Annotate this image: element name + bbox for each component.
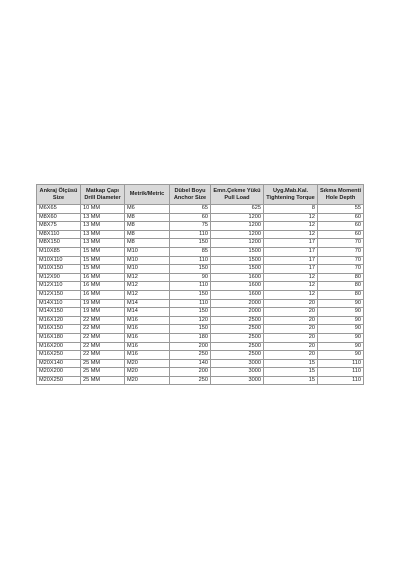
cell-tightening-torque: 12 bbox=[264, 282, 318, 291]
cell-hole-depth: 70 bbox=[318, 265, 364, 274]
header-anchor-size-line2: Anchor Size bbox=[173, 194, 207, 201]
anchor-spec-table bbox=[36, 184, 364, 385]
header-hole-depth bbox=[318, 185, 364, 205]
cell-hole-depth: 90 bbox=[318, 308, 364, 317]
cell-size: M10X85 bbox=[37, 247, 81, 256]
cell-hole-depth: 110 bbox=[318, 368, 364, 377]
cell-hole-depth: 70 bbox=[318, 256, 364, 265]
cell-tightening-torque: 12 bbox=[264, 222, 318, 231]
cell-tightening-torque: 20 bbox=[264, 308, 318, 317]
cell-size: M20X140 bbox=[37, 359, 81, 368]
cell-metric: M12 bbox=[125, 273, 170, 282]
cell-size: M8X150 bbox=[37, 239, 81, 248]
cell-metric: M8 bbox=[125, 222, 170, 231]
table-row bbox=[37, 256, 364, 265]
table-row bbox=[37, 290, 364, 299]
header-hole-depth-line1: Sıkma Momenti bbox=[319, 187, 362, 194]
cell-tightening-torque: 20 bbox=[264, 316, 318, 325]
cell-metric: M10 bbox=[125, 247, 170, 256]
header-size-line2: Size bbox=[52, 194, 65, 201]
table-row bbox=[37, 325, 364, 334]
cell-drill-diameter: 16 MM bbox=[81, 273, 125, 282]
cell-tightening-torque: 15 bbox=[264, 359, 318, 368]
cell-metric: M8 bbox=[125, 213, 170, 222]
cell-drill-diameter: 15 MM bbox=[81, 256, 125, 265]
cell-tightening-torque: 20 bbox=[264, 325, 318, 334]
cell-drill-diameter: 25 MM bbox=[81, 368, 125, 377]
table-row bbox=[37, 213, 364, 222]
cell-size: M12X90 bbox=[37, 273, 81, 282]
table-row bbox=[37, 308, 364, 317]
cell-metric: M14 bbox=[125, 308, 170, 317]
cell-size: M10X110 bbox=[37, 256, 81, 265]
cell-hole-depth: 60 bbox=[318, 222, 364, 231]
cell-size: M20X200 bbox=[37, 368, 81, 377]
cell-anchor-size: 150 bbox=[170, 325, 211, 334]
cell-size: M10X150 bbox=[37, 265, 81, 274]
cell-size: M16X180 bbox=[37, 333, 81, 342]
cell-drill-diameter: 25 MM bbox=[81, 376, 125, 385]
cell-tightening-torque: 12 bbox=[264, 213, 318, 222]
cell-tightening-torque: 15 bbox=[264, 368, 318, 377]
cell-metric: M10 bbox=[125, 265, 170, 274]
cell-size: M16X150 bbox=[37, 325, 81, 334]
cell-pull-load: 2500 bbox=[211, 325, 264, 334]
cell-anchor-size: 90 bbox=[170, 273, 211, 282]
cell-drill-diameter: 22 MM bbox=[81, 316, 125, 325]
cell-pull-load: 3000 bbox=[211, 368, 264, 377]
cell-pull-load: 1200 bbox=[211, 213, 264, 222]
cell-size: M14X110 bbox=[37, 299, 81, 308]
cell-hole-depth: 80 bbox=[318, 273, 364, 282]
cell-tightening-torque: 12 bbox=[264, 290, 318, 299]
cell-size: M16X120 bbox=[37, 316, 81, 325]
table-row bbox=[37, 239, 364, 248]
cell-drill-diameter: 10 MM bbox=[81, 205, 125, 214]
cell-tightening-torque: 17 bbox=[264, 247, 318, 256]
cell-hole-depth: 60 bbox=[318, 213, 364, 222]
cell-metric: M16 bbox=[125, 325, 170, 334]
cell-hole-depth: 70 bbox=[318, 247, 364, 256]
cell-tightening-torque: 12 bbox=[264, 273, 318, 282]
cell-metric: M20 bbox=[125, 376, 170, 385]
cell-anchor-size: 110 bbox=[170, 230, 211, 239]
cell-anchor-size: 110 bbox=[170, 299, 211, 308]
header-hole-depth-line2: Hole Depth bbox=[325, 194, 356, 201]
cell-metric: M10 bbox=[125, 256, 170, 265]
header-metric-line1: Metrik/Metric bbox=[129, 191, 165, 197]
cell-metric: M6 bbox=[125, 205, 170, 214]
cell-drill-diameter: 13 MM bbox=[81, 230, 125, 239]
cell-hole-depth: 90 bbox=[318, 333, 364, 342]
cell-tightening-torque: 8 bbox=[264, 205, 318, 214]
cell-hole-depth: 90 bbox=[318, 316, 364, 325]
cell-anchor-size: 85 bbox=[170, 247, 211, 256]
cell-pull-load: 3000 bbox=[211, 376, 264, 385]
table-row bbox=[37, 342, 364, 351]
cell-metric: M16 bbox=[125, 342, 170, 351]
cell-metric: M14 bbox=[125, 299, 170, 308]
table-row bbox=[37, 265, 364, 274]
cell-hole-depth: 110 bbox=[318, 376, 364, 385]
cell-pull-load: 1200 bbox=[211, 239, 264, 248]
cell-tightening-torque: 15 bbox=[264, 376, 318, 385]
cell-metric: M16 bbox=[125, 351, 170, 360]
cell-anchor-size: 250 bbox=[170, 376, 211, 385]
cell-size: M8X60 bbox=[37, 213, 81, 222]
cell-anchor-size: 150 bbox=[170, 290, 211, 299]
cell-anchor-size: 200 bbox=[170, 342, 211, 351]
cell-tightening-torque: 20 bbox=[264, 351, 318, 360]
cell-drill-diameter: 13 MM bbox=[81, 222, 125, 231]
cell-tightening-torque: 20 bbox=[264, 333, 318, 342]
cell-drill-diameter: 19 MM bbox=[81, 308, 125, 317]
cell-anchor-size: 65 bbox=[170, 205, 211, 214]
table-row bbox=[37, 282, 364, 291]
cell-anchor-size: 250 bbox=[170, 351, 211, 360]
table-row bbox=[37, 368, 364, 377]
cell-tightening-torque: 17 bbox=[264, 256, 318, 265]
cell-size: M12X110 bbox=[37, 282, 81, 291]
header-drill-diameter-line1: Matkap Çapı bbox=[86, 187, 119, 194]
cell-metric: M12 bbox=[125, 282, 170, 291]
cell-anchor-size: 110 bbox=[170, 256, 211, 265]
cell-size: M8X110 bbox=[37, 230, 81, 239]
cell-hole-depth: 80 bbox=[318, 282, 364, 291]
table-row bbox=[37, 205, 364, 214]
cell-hole-depth: 90 bbox=[318, 299, 364, 308]
cell-pull-load: 2000 bbox=[211, 308, 264, 317]
cell-size: M6X65 bbox=[37, 205, 81, 214]
header-size bbox=[37, 185, 81, 205]
cell-pull-load: 1600 bbox=[211, 290, 264, 299]
cell-pull-load: 1500 bbox=[211, 247, 264, 256]
header-anchor-size bbox=[170, 185, 211, 205]
cell-pull-load: 2500 bbox=[211, 333, 264, 342]
header-drill-diameter-line2: Drill Diameter bbox=[84, 194, 121, 201]
cell-tightening-torque: 20 bbox=[264, 299, 318, 308]
cell-tightening-torque: 17 bbox=[264, 265, 318, 274]
cell-pull-load: 1500 bbox=[211, 265, 264, 274]
cell-pull-load: 1200 bbox=[211, 230, 264, 239]
table-row bbox=[37, 299, 364, 308]
header-row bbox=[37, 185, 364, 205]
cell-pull-load: 1600 bbox=[211, 273, 264, 282]
cell-pull-load: 625 bbox=[211, 205, 264, 214]
table-row bbox=[37, 273, 364, 282]
cell-tightening-torque: 12 bbox=[264, 230, 318, 239]
table-row bbox=[37, 222, 364, 231]
cell-hole-depth: 90 bbox=[318, 351, 364, 360]
cell-metric: M20 bbox=[125, 359, 170, 368]
cell-size: M16X250 bbox=[37, 351, 81, 360]
cell-hole-depth: 90 bbox=[318, 342, 364, 351]
cell-drill-diameter: 16 MM bbox=[81, 282, 125, 291]
header-metric bbox=[125, 185, 170, 205]
cell-drill-diameter: 13 MM bbox=[81, 239, 125, 248]
cell-pull-load: 1200 bbox=[211, 222, 264, 231]
header-anchor-size-line1: Dübel Boyu bbox=[174, 187, 206, 194]
cell-drill-diameter: 13 MM bbox=[81, 213, 125, 222]
cell-size: M14X150 bbox=[37, 308, 81, 317]
cell-metric: M16 bbox=[125, 333, 170, 342]
cell-anchor-size: 140 bbox=[170, 359, 211, 368]
cell-metric: M8 bbox=[125, 239, 170, 248]
table-row bbox=[37, 376, 364, 385]
cell-anchor-size: 150 bbox=[170, 265, 211, 274]
cell-pull-load: 2000 bbox=[211, 299, 264, 308]
cell-size: M16X200 bbox=[37, 342, 81, 351]
cell-anchor-size: 200 bbox=[170, 368, 211, 377]
cell-hole-depth: 80 bbox=[318, 290, 364, 299]
cell-drill-diameter: 22 MM bbox=[81, 333, 125, 342]
cell-pull-load: 1600 bbox=[211, 282, 264, 291]
header-pull-load bbox=[211, 185, 264, 205]
cell-drill-diameter: 22 MM bbox=[81, 325, 125, 334]
cell-drill-diameter: 19 MM bbox=[81, 299, 125, 308]
cell-anchor-size: 120 bbox=[170, 316, 211, 325]
cell-pull-load: 2500 bbox=[211, 342, 264, 351]
header-tightening-torque bbox=[264, 185, 318, 205]
anchor-spec-table-container bbox=[36, 184, 363, 385]
table-row bbox=[37, 247, 364, 256]
header-pull-load-line1: Emn.Çekme Yükü bbox=[213, 187, 261, 194]
cell-anchor-size: 110 bbox=[170, 282, 211, 291]
table-row bbox=[37, 359, 364, 368]
cell-drill-diameter: 22 MM bbox=[81, 351, 125, 360]
cell-drill-diameter: 22 MM bbox=[81, 342, 125, 351]
cell-pull-load: 3000 bbox=[211, 359, 264, 368]
cell-drill-diameter: 16 MM bbox=[81, 290, 125, 299]
cell-size: M8X75 bbox=[37, 222, 81, 231]
cell-hole-depth: 55 bbox=[318, 205, 364, 214]
cell-pull-load: 1500 bbox=[211, 256, 264, 265]
cell-tightening-torque: 17 bbox=[264, 239, 318, 248]
cell-anchor-size: 60 bbox=[170, 213, 211, 222]
cell-drill-diameter: 15 MM bbox=[81, 265, 125, 274]
cell-hole-depth: 60 bbox=[318, 230, 364, 239]
cell-metric: M20 bbox=[125, 368, 170, 377]
table-row bbox=[37, 230, 364, 239]
header-tightening-torque-line1: Uyg.Mab.Kal. bbox=[272, 187, 309, 194]
cell-hole-depth: 90 bbox=[318, 325, 364, 334]
cell-pull-load: 2500 bbox=[211, 351, 264, 360]
header-drill-diameter bbox=[81, 185, 125, 205]
table-body bbox=[37, 205, 364, 385]
header-tightening-torque-line2: Tightening Torque bbox=[266, 194, 315, 201]
cell-size: M20X250 bbox=[37, 376, 81, 385]
header-size-line1: Ankraj Ölçüsü bbox=[39, 187, 78, 194]
cell-anchor-size: 150 bbox=[170, 308, 211, 317]
table-row bbox=[37, 351, 364, 360]
cell-anchor-size: 75 bbox=[170, 222, 211, 231]
cell-hole-depth: 110 bbox=[318, 359, 364, 368]
table-row bbox=[37, 333, 364, 342]
cell-anchor-size: 180 bbox=[170, 333, 211, 342]
cell-pull-load: 2500 bbox=[211, 316, 264, 325]
cell-hole-depth: 70 bbox=[318, 239, 364, 248]
cell-anchor-size: 150 bbox=[170, 239, 211, 248]
table-header bbox=[37, 185, 364, 205]
cell-drill-diameter: 15 MM bbox=[81, 247, 125, 256]
header-pull-load-line2: Pull Load bbox=[224, 194, 250, 201]
cell-size: M12X150 bbox=[37, 290, 81, 299]
cell-metric: M8 bbox=[125, 230, 170, 239]
cell-drill-diameter: 25 MM bbox=[81, 359, 125, 368]
table-row bbox=[37, 316, 364, 325]
cell-metric: M16 bbox=[125, 316, 170, 325]
cell-tightening-torque: 20 bbox=[264, 342, 318, 351]
cell-metric: M12 bbox=[125, 290, 170, 299]
